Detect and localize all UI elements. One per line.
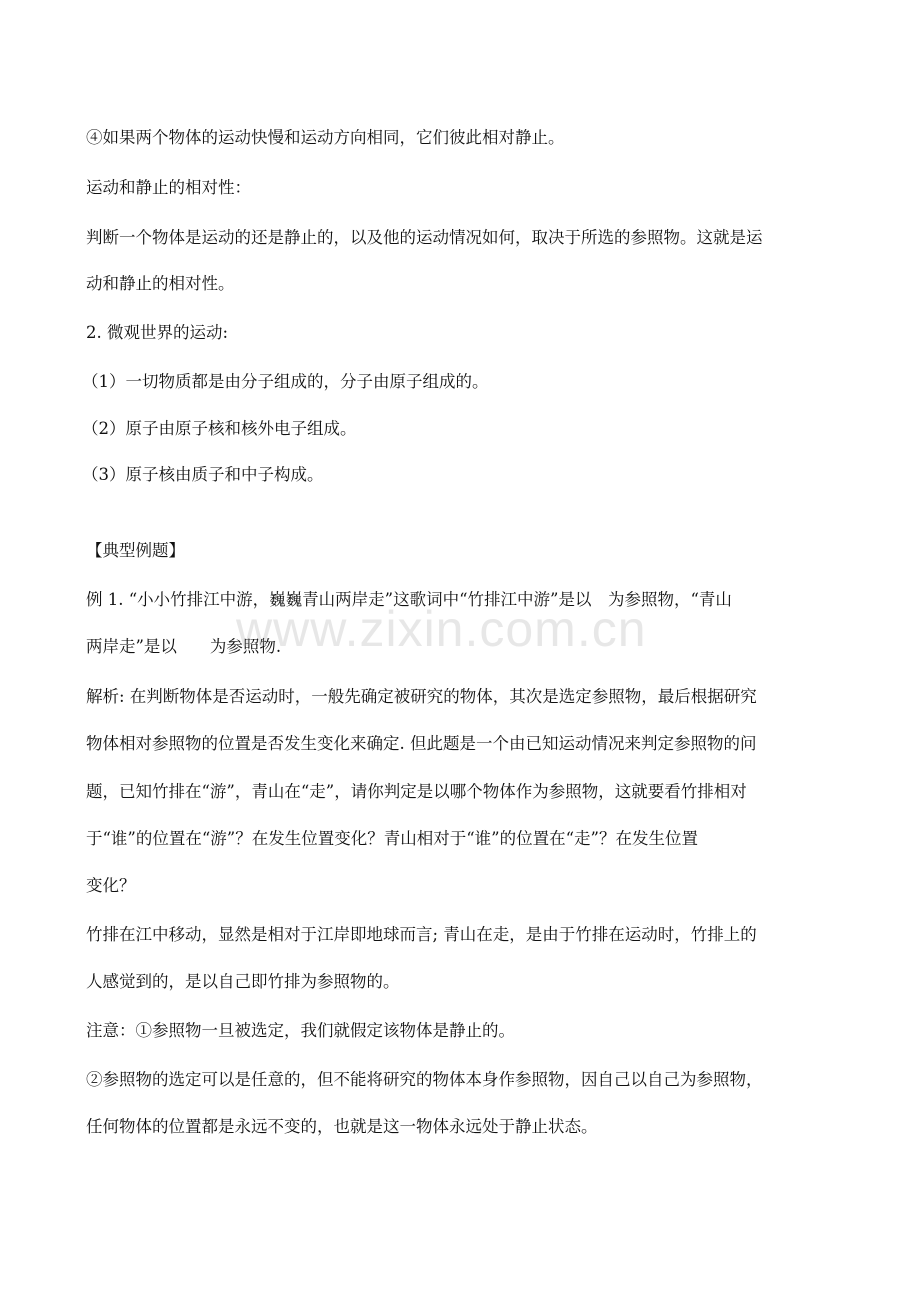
text-line: 物体相对参照物的位置是否发生变化来确定. 但此题是一个由已知运动情况来判定参照物的问 bbox=[86, 734, 757, 753]
text-line: 题，已知竹排在“游”，青山在“走”，请你判定是以哪个物体作为参照物，这就要看竹排相对 bbox=[86, 782, 747, 801]
text-line: 竹排在江中移动，显然是相对于江岸即地球而言; 青山在走，是由于竹排在运动时，竹排上的 bbox=[86, 925, 757, 944]
text-line: 解析: 在判断物体是否运动时，一般先确定被研究的物体，其次是选定参照物，最后根据研究 bbox=[86, 687, 757, 706]
text-line: 人感觉到的，是以自己即竹排为参照物的。 bbox=[86, 972, 400, 991]
text-line: 变化？ bbox=[86, 876, 136, 895]
text-line: 动和静止的相对性。 bbox=[86, 274, 235, 293]
section-heading: 运动和静止的相对性： bbox=[86, 178, 251, 197]
list-item: （3）原子核由质子和中子构成。 bbox=[82, 465, 324, 484]
text-line: 注意：①参照物一旦被选定，我们就假定该物体是静止的。 bbox=[86, 1021, 515, 1040]
text-line: 任何物体的位置都是永远不变的，也就是这一物体永远处于静止状态。 bbox=[86, 1117, 598, 1136]
list-item: （1）一切物质都是由分子组成的，分子由原子组成的。 bbox=[82, 372, 489, 391]
watermark: www.zixin.com.cn bbox=[236, 601, 647, 657]
text-line: 两岸走”是以 为参照物. bbox=[86, 637, 282, 656]
text-line: ②参照物的选定可以是任意的，但不能将研究的物体本身作参照物，因自己以自己为参照物， bbox=[86, 1070, 763, 1089]
section-heading: 2. 微观世界的运动: bbox=[86, 323, 229, 342]
text-line: 例 1. “小小竹排江中游，巍巍青山两岸走”这歌词中“竹排江中游”是以 为参照物，“青山 bbox=[86, 590, 732, 609]
text-line: ④如果两个物体的运动快慢和运动方向相同，它们彼此相对静止。 bbox=[86, 128, 565, 147]
text-line: 判断一个物体是运动的还是静止的，以及他的运动情况如何，取决于所选的参照物。这就是运 bbox=[86, 228, 763, 247]
list-item: （2）原子由原子核和核外电子组成。 bbox=[82, 419, 357, 438]
text-line: 于“谁”的位置在“游”？在发生位置变化？青山相对于“谁”的位置在“走”？在发生位置 bbox=[86, 829, 698, 848]
section-heading: 【典型例题】 bbox=[86, 541, 185, 560]
